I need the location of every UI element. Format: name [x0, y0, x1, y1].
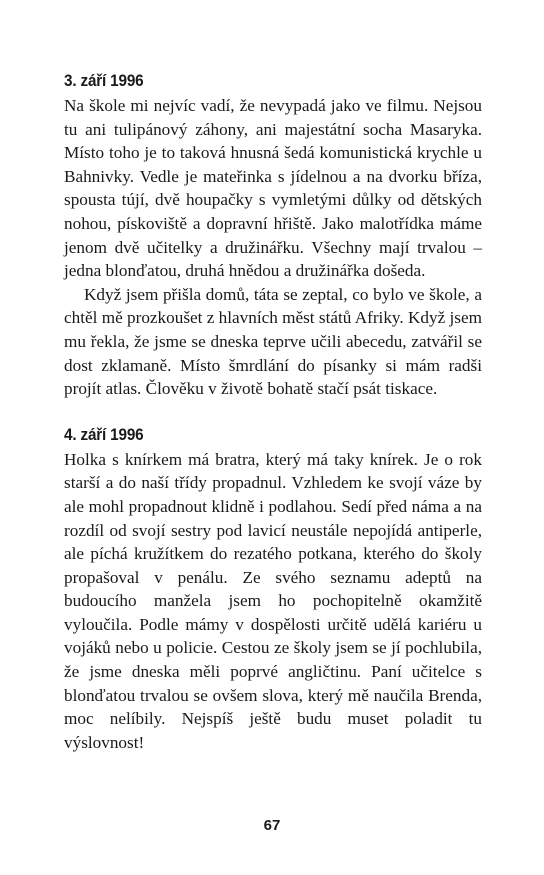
- page-number: 67: [263, 817, 281, 834]
- entry-paragraph: Holka s knírkem má bratra, který má taky knírek. Je o rok starší a do naší třídy propadnul. Vzhledem ke svojí váze by ale mohl propadnout klidně i podlahou. Sedí před náma a na rozdíl od svojí sestry pod lavicí neustále nepojídá antiperle, ale píchá kružítkem do rezatého potkana, kterého do školy propašoval v penálu. Ze svého seznamu adeptů na budoucího manžela jsem ho pochopitelně okamžitě vyloučila. Podle mámy v dospělosti určitě udělá kariéru u vojáků nebo u policie. Cestou ze školy jsem se jí pochlubila, že jsme dneska měli poprvé angličtinu. Paní učitelce s blonďatou trvalou se ovšem slova, který mě naučila Brenda, moc nelíbily. Nejspíš ještě budu muset poladit tu výslovnost!: [64, 449, 482, 752]
- entry-paragraph: Když jsem přišla domů, táta se zeptal, co bylo ve škole, a chtěl mě prozkoušet z hlavních měst států Afriky. Když jsem mu řekla, že jsme se dneska teprve učili abecedu, zatvářil se dost zklamaně. Místo šmrdlání do písanky si mám radši projít atlas. Člověku v životě bohatě stačí psát tiskace.: [64, 284, 482, 399]
- book-page: [64, 70, 482, 777]
- entry-date: 3. září 1996: [64, 71, 144, 90]
- diary-entry: [64, 70, 482, 401]
- entry-date: 4. září 1996: [64, 424, 144, 444]
- diary-entry: [64, 424, 482, 755]
- entry-paragraph: Na škole mi nejvíc vadí, že nevypadá jako ve filmu. Nejsou tu ani tulipánový záhony, ani majestátní socha Masaryka. Místo toho je to taková hnusná šedá komunistická krychle u Bahnivky. Vedle je mateřinka s jídelnou a na dvorku bříza, spousta tújí, dvě houpačky s vymletými důlky od dětských nohou, pískoviště a dopravní hřiště. Jako malotřídka máme jenom dvě učitelky a družinářku. Všechny mají trvalou – jedna blonďatou, druhá hnědou a družinářka došeda.: [64, 96, 482, 281]
